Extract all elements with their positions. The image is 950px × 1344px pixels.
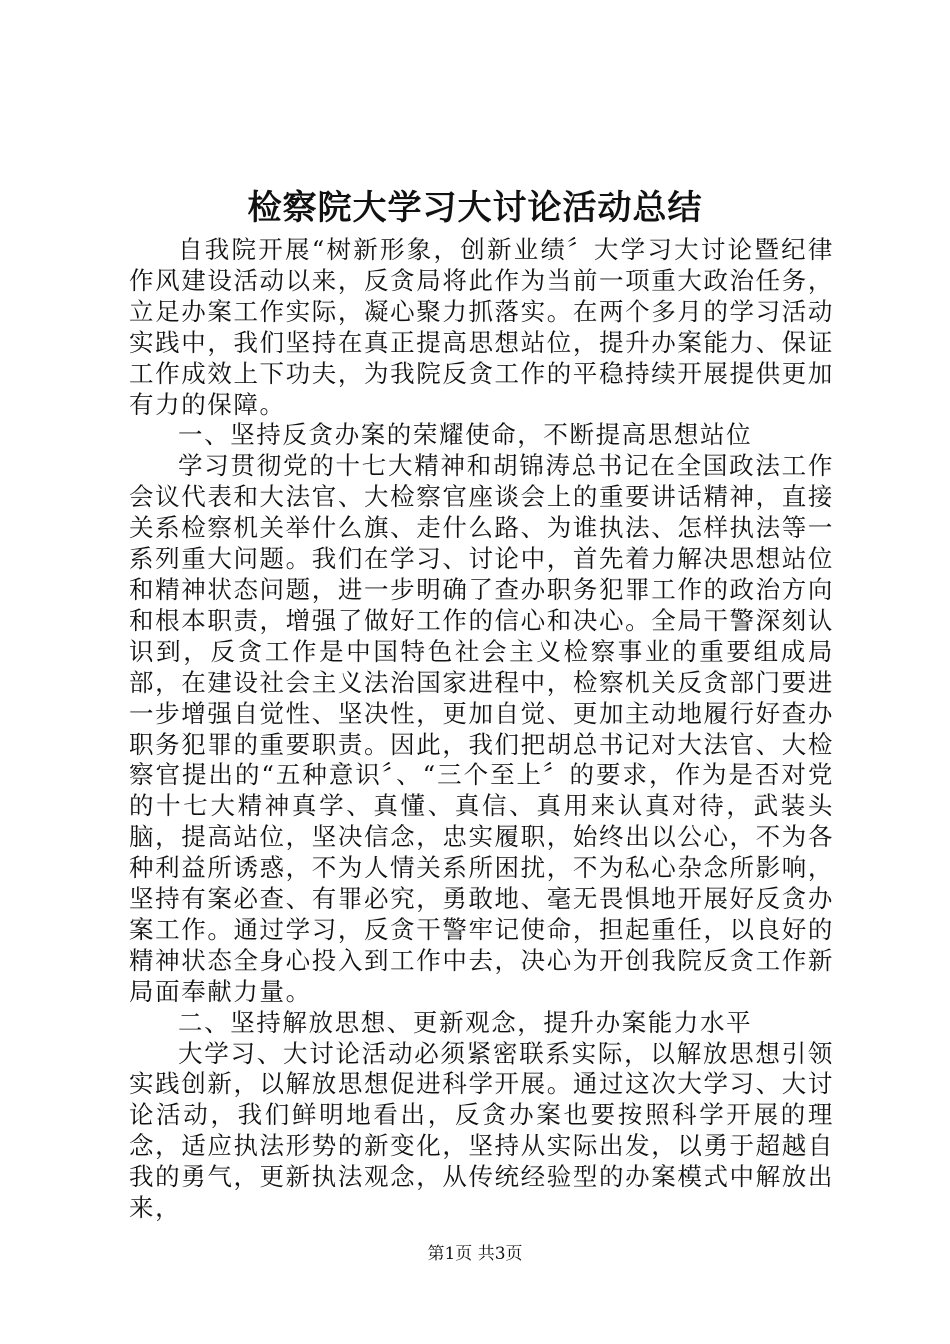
- page-footer: 第1页 共3页: [427, 1244, 523, 1264]
- section-heading-2: 二、坚持解放思想、更新观念，提升办案能力水平: [178, 1007, 753, 1037]
- document-title: 检察院大学习大讨论活动总结: [247, 188, 703, 228]
- paragraph-section-2: 大学习、大讨论活动必须紧密联系实际，以解放思想引领实践创新，以解放思想促进科学开展。通过这次大学习、大讨论活动，我们鲜明地看出，反贪办案也要按照科学开展的理念，适应执法形势的新变化，坚持从实际出发，以勇于超越自我的勇气，更新执法观念，从传统经验型的办案模式中解放出来，: [129, 1038, 834, 1223]
- paragraph-section-1: 学习贯彻党的十七大精神和胡锦涛总书记在全国政法工作会议代表和大法官、大检察官座谈会上的重要讲话精神，直接关系检察机关举什么旗、走什么路、为谁执法、怎样执法等一系列重大问题。我们在学习、讨论中，首先着力解决思想站位和精神状态问题，进一步明确了查办职务犯罪工作的政治方向和根本职责，增强了做好工作的信心和决心。全局干警深刻认识到，反贪工作是中国特色社会主义检察事业的重要组成局部，在建设社会主义法治国家进程中，检察机关反贪部门要进一步增强自觉性、坚决性，更加自觉、更加主动地履行好查办职务犯罪的重要职责。因此，我们把胡总书记对大法官、大检察官提出的“五种意识〞、“三个至上〞的要求，作为是否对党的十七大精神真学、真懂、真信、真用来认真对待，武装头脑，提高站位，坚决信念，忠实履职，始终出以公心，不为各种利益所诱惑，不为人情关系所困扰，不为私心杂念所影响，坚持有案必查、有罪必究，勇敢地、毫无畏惧地开展好反贪办案工作。通过学习，反贪干警牢记使命，担起重任，以良好的精神状态全身心投入到工作中去，决心为开创我院反贪工作新局面奉献力量。: [129, 451, 834, 1006]
- paragraph-intro: 自我院开展“树新形象，创新业绩〞大学习大讨论暨纪律作风建设活动以来，反贪局将此作为当前一项重大政治任务，立足办案工作实际，凝心聚力抓落实。在两个多月的学习活动实践中，我们坚持在真正提高思想站位，提升办案能力、保证工作成效上下功夫，为我院反贪工作的平稳持续开展提供更加有力的保障。: [129, 235, 834, 419]
- document-body: [129, 235, 834, 1224]
- section-heading-1: 一、坚持反贪办案的荣耀使命，不断提高思想站位: [178, 420, 753, 450]
